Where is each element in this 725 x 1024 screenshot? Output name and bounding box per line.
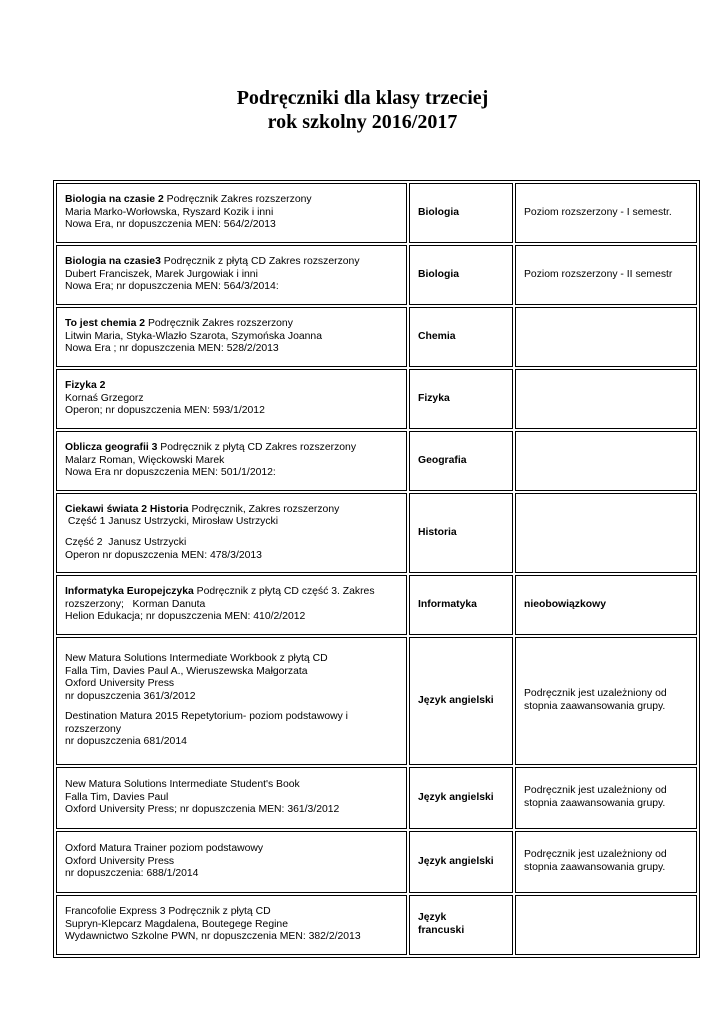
book-description: New Matura Solutions Intermediate Student's Book Falla Tim, Davies Paul Oxford University Press; nr dopuszczenia MEN: 361/3/2012 xyxy=(56,767,407,829)
subject-cell: Język angielski xyxy=(409,637,513,765)
subject-cell: Informatyka xyxy=(409,575,513,635)
book-title: Fizyka 2 xyxy=(65,380,106,392)
page-title xyxy=(0,86,725,134)
book-title: Oxford Matura Trainer poziom podstawowy xyxy=(65,843,264,855)
book-title: Biologia na czasie 2 xyxy=(65,194,164,206)
book-description: Ciekawi świata 2 Historia Podręcznik, Zakres rozszerzony Część 1 Janusz Ustrzycki, Mirosław Ustrzycki Część 2 Janusz Ustrzycki Operon nr dopuszczenia MEN: 478/3/2013 xyxy=(56,493,407,573)
note-cell xyxy=(515,493,697,573)
note-cell xyxy=(515,895,697,955)
subject-cell: Biologia xyxy=(409,245,513,305)
book-description: Informatyka Europejczyka Podręcznik z płytą CD część 3. Zakres rozszerzony; Korman Danuta Helion Edukacja; nr dopuszczenia MEN: 410/2/2012 xyxy=(56,575,407,635)
table-row xyxy=(56,183,697,243)
book-description: Fizyka 2 Kornaś Grzegorz Operon; nr dopuszczenia MEN: 593/1/2012 xyxy=(56,369,407,429)
book-title: Ciekawi świata 2 Historia xyxy=(65,503,189,515)
title-line-1: Podręczniki dla klasy trzeciej xyxy=(236,87,489,109)
subject-cell: Biologia xyxy=(409,183,513,243)
note-cell: Poziom rozszerzony - I semestr. xyxy=(515,183,697,243)
table-row xyxy=(56,307,697,367)
book-description: Francofolie Express 3 Podręcznik z płytą CD Supryn-Klepcarz Magdalena, Boutegege Regine Wydawnictwo Szkolne PWN, nr dopuszczenia MEN: 382/2/2013 xyxy=(56,895,407,955)
table-row xyxy=(56,431,697,491)
subject-cell: Historia xyxy=(409,493,513,573)
book-description: To jest chemia 2 Podręcznik Zakres rozszerzony Litwin Maria, Styka-Wlazło Szarota, Szymońska Joanna Nowa Era ; nr dopuszczenia MEN: 528/2/2013 xyxy=(56,307,407,367)
table-row xyxy=(56,575,697,635)
book-description: Oxford Matura Trainer poziom podstawowy Oxford University Press nr dopuszczenia: 688/1/2014 xyxy=(56,831,407,893)
table-row xyxy=(56,895,697,955)
book-title: Francofolie Express 3 Podręcznik z płytą CD xyxy=(65,906,271,918)
book-description: Oblicza geografii 3 Podręcznik z płytą CD Zakres rozszerzony Malarz Roman, Więckowski Marek Nowa Era nr dopuszczenia MEN: 501/1/2012: xyxy=(56,431,407,491)
note-cell xyxy=(515,307,697,367)
subject-cell: Język francuski xyxy=(409,895,513,955)
note-cell: nieobowiązkowy xyxy=(515,575,697,635)
book-title: Destination Matura 2015 Repetytorium- poziom podstawowy i xyxy=(65,711,348,723)
book-title: To jest chemia 2 xyxy=(65,318,146,330)
book-title: Biologia na czasie3 xyxy=(65,256,161,268)
book-title: New Matura Solutions Intermediate Student's Book xyxy=(65,779,300,791)
subject-cell: Język angielski xyxy=(409,767,513,829)
table-row xyxy=(56,369,697,429)
note-cell: Podręcznik jest uzależniony od stopnia zaawansowania grupy. xyxy=(515,637,697,765)
table-row xyxy=(56,245,697,305)
table-row xyxy=(56,493,697,573)
table-row xyxy=(56,637,697,765)
note-cell: Podręcznik jest uzależniony od stopnia zaawansowania grupy. xyxy=(515,767,697,829)
book-title: Oblicza geografii 3 xyxy=(65,442,158,454)
subject-cell: Język angielski xyxy=(409,831,513,893)
book-description: Biologia na czasie 2 Podręcznik Zakres rozszerzony Maria Marko-Worłowska, Ryszard Kozik i inni Nowa Era, nr dopuszczenia MEN: 564/2/2013 xyxy=(56,183,407,243)
table-row xyxy=(56,831,697,893)
table-row xyxy=(56,767,697,829)
note-cell xyxy=(515,431,697,491)
book-description: New Matura Solutions Intermediate Workbook z płytą CD Falla Tim, Davies Paul A., Wieruszewska Małgorzata Oxford University Press nr dopuszczenia 361/3/2012 Destination Matura 2015 Repetytorium- poziom podstawowy i rozszerzony nr dopuszczenia 681/2014 xyxy=(56,637,407,765)
title-line-2: rok szkolny 2016/2017 xyxy=(267,111,458,133)
note-cell: Poziom rozszerzony - II semestr xyxy=(515,245,697,305)
textbook-table xyxy=(53,180,700,958)
subject-cell: Geografia xyxy=(409,431,513,491)
note-cell xyxy=(515,369,697,429)
book-title: New Matura Solutions Intermediate Workbook z płytą CD xyxy=(65,652,328,664)
book-title: Informatyka Europejczyka xyxy=(65,586,194,598)
subject-cell: Fizyka xyxy=(409,369,513,429)
book-description: Biologia na czasie3 Podręcznik z płytą CD Zakres rozszerzony Dubert Franciszek, Marek Jurgowiak i inni Nowa Era; nr dopuszczenia MEN: 564/3/2014: xyxy=(56,245,407,305)
subject-cell: Chemia xyxy=(409,307,513,367)
note-cell: Podręcznik jest uzależniony od stopnia zaawansowania grupy. xyxy=(515,831,697,893)
